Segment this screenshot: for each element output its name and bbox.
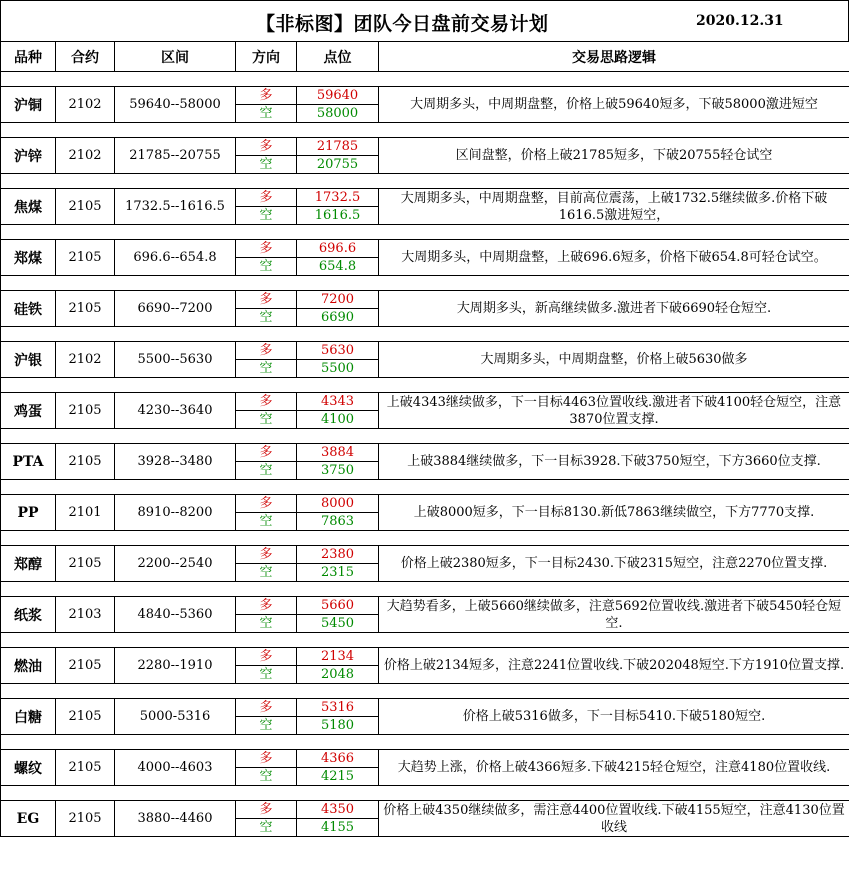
trading-plan-table bbox=[0, 41, 849, 837]
logic-cell: 大趋势上涨，价格上破4366短多.下破4215轻仓短空，注意4180位置收线. bbox=[379, 750, 849, 786]
price-short-cell: 7863 bbox=[297, 513, 379, 531]
row-separator bbox=[1, 123, 849, 138]
contract-cell: 2103 bbox=[56, 597, 115, 633]
contract-cell: 2105 bbox=[56, 291, 115, 327]
table-row bbox=[1, 444, 849, 462]
price-long-cell: 21785 bbox=[297, 138, 379, 156]
price-long-cell: 2134 bbox=[297, 648, 379, 666]
logic-cell: 大趋势看多，上破5660继续做多，注意5692位置收线.激进者下破5450轻仓短空. bbox=[379, 597, 849, 633]
separator-cell bbox=[1, 123, 849, 138]
table-row bbox=[1, 750, 849, 768]
direction-short-cell: 空 bbox=[236, 360, 297, 378]
direction-short-cell: 空 bbox=[236, 615, 297, 633]
variety-cell: PP bbox=[1, 495, 56, 531]
direction-long-cell: 多 bbox=[236, 495, 297, 513]
direction-long-cell: 多 bbox=[236, 291, 297, 309]
col-header-logic: 交易思路逻辑 bbox=[379, 42, 849, 72]
table-row bbox=[1, 189, 849, 207]
logic-cell: 大周期多头，中周期盘整，价格上破5630做多 bbox=[379, 342, 849, 378]
direction-long-cell: 多 bbox=[236, 240, 297, 258]
row-separator bbox=[1, 378, 849, 393]
variety-cell: 沪银 bbox=[1, 342, 56, 378]
logic-cell: 大周期多头，新高继续做多.激进者下破6690轻仓短空. bbox=[379, 291, 849, 327]
price-long-cell: 3884 bbox=[297, 444, 379, 462]
row-separator bbox=[1, 225, 849, 240]
direction-long-cell: 多 bbox=[236, 342, 297, 360]
direction-short-cell: 空 bbox=[236, 768, 297, 786]
direction-short-cell: 空 bbox=[236, 666, 297, 684]
range-cell: 1732.5--1616.5 bbox=[115, 189, 236, 225]
contract-cell: 2105 bbox=[56, 648, 115, 684]
logic-cell: 上破3884继续做多，下一目标3928.下破3750短空，下方3660位支撑. bbox=[379, 444, 849, 480]
direction-short-cell: 空 bbox=[236, 105, 297, 123]
table-row bbox=[1, 393, 849, 411]
logic-cell: 上破4343继续做多，下一目标4463位置收线.激进者下破4100轻仓短空，注意3870位置支撑. bbox=[379, 393, 849, 429]
range-cell: 59640--58000 bbox=[115, 87, 236, 123]
price-long-cell: 4350 bbox=[297, 801, 379, 819]
direction-long-cell: 多 bbox=[236, 699, 297, 717]
sheet-date: 2020.12.31 bbox=[696, 13, 784, 29]
contract-cell: 2102 bbox=[56, 342, 115, 378]
price-short-cell: 1616.5 bbox=[297, 207, 379, 225]
range-cell: 3928--3480 bbox=[115, 444, 236, 480]
variety-cell: 白糖 bbox=[1, 699, 56, 735]
col-header-contract: 合约 bbox=[56, 42, 115, 72]
table-row bbox=[1, 546, 849, 564]
separator-cell bbox=[1, 531, 849, 546]
row-separator bbox=[1, 429, 849, 444]
range-cell: 21785--20755 bbox=[115, 138, 236, 174]
range-cell: 2280--1910 bbox=[115, 648, 236, 684]
direction-long-cell: 多 bbox=[236, 189, 297, 207]
variety-cell: PTA bbox=[1, 444, 56, 480]
price-long-cell: 59640 bbox=[297, 87, 379, 105]
separator-cell bbox=[1, 786, 849, 801]
price-short-cell: 20755 bbox=[297, 156, 379, 174]
price-short-cell: 4215 bbox=[297, 768, 379, 786]
contract-cell: 2102 bbox=[56, 138, 115, 174]
variety-cell: 沪铜 bbox=[1, 87, 56, 123]
separator-cell bbox=[1, 684, 849, 699]
price-short-cell: 5450 bbox=[297, 615, 379, 633]
price-short-cell: 6690 bbox=[297, 309, 379, 327]
direction-long-cell: 多 bbox=[236, 597, 297, 615]
direction-long-cell: 多 bbox=[236, 87, 297, 105]
variety-cell: 螺纹 bbox=[1, 750, 56, 786]
contract-cell: 2105 bbox=[56, 444, 115, 480]
table-row bbox=[1, 495, 849, 513]
logic-cell: 大周期多头，中周期盘整，上破696.6短多，价格下破654.8可轻仓试空。 bbox=[379, 240, 849, 276]
header-row bbox=[1, 42, 849, 72]
logic-cell: 价格上破2134短多，注意2241位置收线.下破202048短空.下方1910位置支撑. bbox=[379, 648, 849, 684]
direction-short-cell: 空 bbox=[236, 156, 297, 174]
price-short-cell: 4100 bbox=[297, 411, 379, 429]
direction-short-cell: 空 bbox=[236, 207, 297, 225]
variety-cell: 郑醇 bbox=[1, 546, 56, 582]
direction-short-cell: 空 bbox=[236, 258, 297, 276]
variety-cell: 沪锌 bbox=[1, 138, 56, 174]
price-short-cell: 3750 bbox=[297, 462, 379, 480]
logic-cell: 区间盘整，价格上破21785短多，下破20755轻仓试空 bbox=[379, 138, 849, 174]
price-long-cell: 696.6 bbox=[297, 240, 379, 258]
contract-cell: 2105 bbox=[56, 189, 115, 225]
separator-cell bbox=[1, 735, 849, 750]
price-long-cell: 1732.5 bbox=[297, 189, 379, 207]
row-separator bbox=[1, 174, 849, 189]
table-row bbox=[1, 87, 849, 105]
separator-cell bbox=[1, 276, 849, 291]
table-row bbox=[1, 291, 849, 309]
price-short-cell: 5500 bbox=[297, 360, 379, 378]
separator-cell bbox=[1, 429, 849, 444]
separator-cell bbox=[1, 174, 849, 189]
price-long-cell: 5316 bbox=[297, 699, 379, 717]
variety-cell: 燃油 bbox=[1, 648, 56, 684]
separator-cell bbox=[1, 327, 849, 342]
price-short-cell: 2315 bbox=[297, 564, 379, 582]
price-short-cell: 2048 bbox=[297, 666, 379, 684]
col-header-range: 区间 bbox=[115, 42, 236, 72]
col-header-price: 点位 bbox=[297, 42, 379, 72]
table-row bbox=[1, 699, 849, 717]
range-cell: 4000--4603 bbox=[115, 750, 236, 786]
separator-cell bbox=[1, 480, 849, 495]
sheet-title: 【非标图】团队今日盘前交易计划 bbox=[256, 13, 549, 35]
direction-short-cell: 空 bbox=[236, 717, 297, 735]
separator-cell bbox=[1, 582, 849, 597]
direction-long-cell: 多 bbox=[236, 750, 297, 768]
range-cell: 3880--4460 bbox=[115, 801, 236, 837]
direction-short-cell: 空 bbox=[236, 819, 297, 837]
direction-long-cell: 多 bbox=[236, 444, 297, 462]
direction-long-cell: 多 bbox=[236, 546, 297, 564]
table-row bbox=[1, 138, 849, 156]
price-long-cell: 7200 bbox=[297, 291, 379, 309]
range-cell: 8910--8200 bbox=[115, 495, 236, 531]
direction-long-cell: 多 bbox=[236, 393, 297, 411]
row-separator bbox=[1, 276, 849, 291]
price-long-cell: 8000 bbox=[297, 495, 379, 513]
row-separator bbox=[1, 72, 849, 87]
contract-cell: 2105 bbox=[56, 240, 115, 276]
contract-cell: 2102 bbox=[56, 87, 115, 123]
title-bar bbox=[0, 0, 849, 42]
variety-cell: 硅铁 bbox=[1, 291, 56, 327]
range-cell: 5500--5630 bbox=[115, 342, 236, 378]
logic-cell: 价格上破2380短多，下一目标2430.下破2315短空，注意2270位置支撑. bbox=[379, 546, 849, 582]
variety-cell: 郑煤 bbox=[1, 240, 56, 276]
price-long-cell: 5630 bbox=[297, 342, 379, 360]
logic-cell: 价格上破4350继续做多，需注意4400位置收线.下破4155短空，注意4130位置收线 bbox=[379, 801, 849, 837]
variety-cell: 鸡蛋 bbox=[1, 393, 56, 429]
direction-short-cell: 空 bbox=[236, 462, 297, 480]
separator-cell bbox=[1, 378, 849, 393]
table-row bbox=[1, 648, 849, 666]
logic-cell: 大周期多头，中周期盘整，目前高位震荡，上破1732.5继续做多.价格下破1616.5激进短空， bbox=[379, 189, 849, 225]
contract-cell: 2105 bbox=[56, 801, 115, 837]
contract-cell: 2105 bbox=[56, 699, 115, 735]
table-row bbox=[1, 342, 849, 360]
contract-cell: 2101 bbox=[56, 495, 115, 531]
table-row bbox=[1, 801, 849, 819]
price-long-cell: 2380 bbox=[297, 546, 379, 564]
row-separator bbox=[1, 633, 849, 648]
range-cell: 696.6--654.8 bbox=[115, 240, 236, 276]
price-short-cell: 4155 bbox=[297, 819, 379, 837]
row-separator bbox=[1, 480, 849, 495]
row-separator bbox=[1, 327, 849, 342]
logic-cell: 大周期多头，中周期盘整，价格上破59640短多，下破58000激进短空 bbox=[379, 87, 849, 123]
logic-cell: 价格上破5316做多，下一目标5410.下破5180短空. bbox=[379, 699, 849, 735]
range-cell: 2200--2540 bbox=[115, 546, 236, 582]
price-long-cell: 4366 bbox=[297, 750, 379, 768]
row-separator bbox=[1, 735, 849, 750]
range-cell: 4840--5360 bbox=[115, 597, 236, 633]
row-separator bbox=[1, 786, 849, 801]
separator-cell bbox=[1, 225, 849, 240]
direction-long-cell: 多 bbox=[236, 648, 297, 666]
range-cell: 6690--7200 bbox=[115, 291, 236, 327]
row-separator bbox=[1, 582, 849, 597]
price-short-cell: 5180 bbox=[297, 717, 379, 735]
col-header-direction: 方向 bbox=[236, 42, 297, 72]
price-short-cell: 654.8 bbox=[297, 258, 379, 276]
variety-cell: EG bbox=[1, 801, 56, 837]
contract-cell: 2105 bbox=[56, 750, 115, 786]
logic-cell: 上破8000短多，下一目标8130.新低7863继续做空，下方7770支撑. bbox=[379, 495, 849, 531]
direction-short-cell: 空 bbox=[236, 309, 297, 327]
row-separator bbox=[1, 684, 849, 699]
direction-long-cell: 多 bbox=[236, 138, 297, 156]
contract-cell: 2105 bbox=[56, 393, 115, 429]
variety-cell: 纸浆 bbox=[1, 597, 56, 633]
direction-short-cell: 空 bbox=[236, 513, 297, 531]
contract-cell: 2105 bbox=[56, 546, 115, 582]
range-cell: 5000-5316 bbox=[115, 699, 236, 735]
direction-long-cell: 多 bbox=[236, 801, 297, 819]
table-row bbox=[1, 240, 849, 258]
separator-cell bbox=[1, 72, 849, 87]
direction-short-cell: 空 bbox=[236, 564, 297, 582]
price-long-cell: 5660 bbox=[297, 597, 379, 615]
price-short-cell: 58000 bbox=[297, 105, 379, 123]
table-row bbox=[1, 597, 849, 615]
row-separator bbox=[1, 531, 849, 546]
price-long-cell: 4343 bbox=[297, 393, 379, 411]
range-cell: 4230--3640 bbox=[115, 393, 236, 429]
variety-cell: 焦煤 bbox=[1, 189, 56, 225]
separator-cell bbox=[1, 633, 849, 648]
col-header-variety: 品种 bbox=[1, 42, 56, 72]
direction-short-cell: 空 bbox=[236, 411, 297, 429]
